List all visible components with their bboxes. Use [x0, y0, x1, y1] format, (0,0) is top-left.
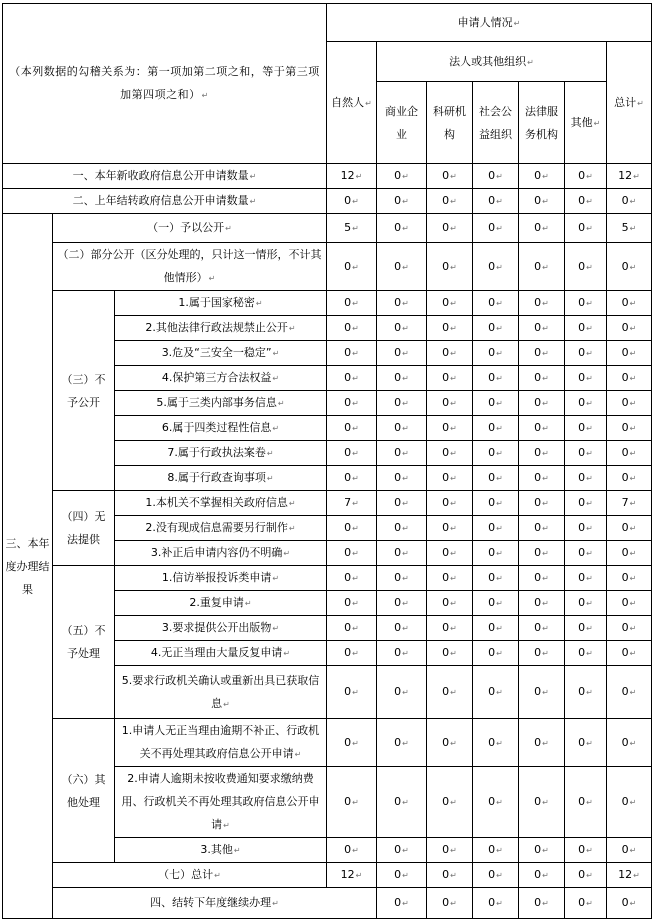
cell: 0↵ [607, 566, 652, 591]
row-label: 5.要求行政机关确认或重新出具已获取信息↵ [115, 666, 327, 719]
cell: 0↵ [327, 666, 377, 719]
cell: 0↵ [519, 863, 565, 888]
cell: 12↵ [607, 863, 652, 888]
cell: 0↵ [427, 391, 473, 416]
cell: 12↵ [327, 164, 377, 189]
cell: 0↵ [607, 666, 652, 719]
natural-person-header: 自然人↵ [327, 42, 377, 164]
cell: 0↵ [519, 491, 565, 516]
cell: 0↵ [519, 719, 565, 767]
cell: 0↵ [607, 189, 652, 214]
cell: 7↵ [327, 491, 377, 516]
cell: 0↵ [327, 541, 377, 566]
row-label: 6.属于四类过程性信息↵ [115, 416, 327, 441]
cell: 0↵ [427, 366, 473, 391]
cell: 0↵ [473, 189, 519, 214]
cell: 0↵ [427, 291, 473, 316]
cell: 0↵ [427, 466, 473, 491]
cell: 0↵ [473, 838, 519, 863]
row-label: 一、本年新收政府信息公开申请数量↵ [3, 164, 327, 189]
cell: 0↵ [427, 863, 473, 888]
cell: 0↵ [519, 541, 565, 566]
info-disclosure-table [2, 3, 652, 919]
row-label: 3.危及“三安全一稳定”↵ [115, 341, 327, 366]
cell: 0↵ [565, 541, 607, 566]
cell: 0↵ [565, 767, 607, 838]
cell: 0↵ [473, 466, 519, 491]
cell: 0↵ [519, 189, 565, 214]
cell: 0↵ [473, 441, 519, 466]
cell: 0↵ [565, 214, 607, 243]
cell: 0↵ [427, 189, 473, 214]
cell: 0↵ [565, 591, 607, 616]
cell: 0↵ [327, 243, 377, 291]
cell: 0↵ [565, 243, 607, 291]
cell: 0↵ [473, 641, 519, 666]
cell: 0↵ [473, 566, 519, 591]
cell: 0↵ [377, 441, 427, 466]
cell: 0↵ [565, 316, 607, 341]
cell: 0↵ [427, 541, 473, 566]
cell: 0↵ [519, 566, 565, 591]
cell: 0↵ [607, 341, 652, 366]
cell: 0↵ [377, 666, 427, 719]
cell: 0↵ [519, 888, 565, 919]
cell: 0↵ [427, 214, 473, 243]
cell: 0↵ [327, 391, 377, 416]
cell: 0↵ [565, 719, 607, 767]
applicant-situation-header: 申请人情况↵ [327, 4, 652, 42]
cell: 0↵ [377, 466, 427, 491]
cell: 0↵ [565, 863, 607, 888]
cell: 5↵ [327, 214, 377, 243]
cell: 0↵ [565, 491, 607, 516]
cell: 0↵ [473, 767, 519, 838]
cell: 0↵ [427, 243, 473, 291]
cell: 0↵ [427, 164, 473, 189]
cell: 0↵ [377, 541, 427, 566]
cell: 0↵ [327, 641, 377, 666]
cell: 0↵ [427, 888, 473, 919]
cell: 0↵ [473, 719, 519, 767]
cell: 0↵ [607, 316, 652, 341]
cell: 0↵ [473, 516, 519, 541]
cell: 0↵ [565, 441, 607, 466]
legal-or-other-header: 法人或其他组织↵ [377, 42, 607, 82]
group-4-label: （四）无法提供 [53, 491, 115, 566]
research-header: 科研机构 [427, 82, 473, 164]
cell: 0↵ [473, 316, 519, 341]
cell: 0↵ [427, 666, 473, 719]
row-label: 1.申请人无正当理由逾期不补正、行政机关不再处理其政府信息公开申请↵ [115, 719, 327, 767]
cell: 12↵ [327, 863, 377, 888]
cell: 0↵ [565, 366, 607, 391]
cell: 0↵ [607, 366, 652, 391]
cell: 0↵ [327, 616, 377, 641]
cell: 0↵ [565, 641, 607, 666]
cell: 0↵ [427, 341, 473, 366]
cell: 0↵ [565, 666, 607, 719]
cell: 0↵ [377, 838, 427, 863]
row-label: 5.属于三类内部事务信息↵ [115, 391, 327, 416]
cell: 0↵ [427, 416, 473, 441]
cell: 0↵ [607, 838, 652, 863]
cell: 0↵ [519, 214, 565, 243]
cell: 0↵ [377, 566, 427, 591]
row-label: 1.属于国家秘密↵ [115, 291, 327, 316]
cell: 0↵ [327, 767, 377, 838]
cell: 0↵ [519, 291, 565, 316]
cell: 0↵ [327, 291, 377, 316]
note-cell: （本列数据的勾稽关系为：第一项加第二项之和，等于第三项加第四项之和）↵ [3, 4, 327, 164]
group-3-label: （三）不予公开 [53, 291, 115, 491]
cell: 0↵ [607, 466, 652, 491]
cell: 0↵ [473, 341, 519, 366]
cell: 0↵ [473, 416, 519, 441]
row-label: 2.申请人逾期未按收费通知要求缴纳费用、行政机关不再处理其政府信息公开申请↵ [115, 767, 327, 838]
cell: 0↵ [327, 316, 377, 341]
cell: 0↵ [427, 316, 473, 341]
cell: 0↵ [327, 341, 377, 366]
cell: 0↵ [377, 641, 427, 666]
cell: 0↵ [427, 616, 473, 641]
cell: 0↵ [427, 516, 473, 541]
row-label: 二、上年结转政府信息公开申请数量↵ [3, 189, 327, 214]
cell: 0↵ [377, 416, 427, 441]
cell: 0↵ [377, 316, 427, 341]
row-label: 3.要求提供公开出版物↵ [115, 616, 327, 641]
cell: 0↵ [377, 243, 427, 291]
cell: 0↵ [377, 516, 427, 541]
cell: 0↵ [427, 767, 473, 838]
cell: 0↵ [377, 164, 427, 189]
cell: 0↵ [519, 366, 565, 391]
cell: 0↵ [607, 416, 652, 441]
cell: 0↵ [327, 838, 377, 863]
cell: 0↵ [473, 214, 519, 243]
cell: 0↵ [607, 291, 652, 316]
cell: 0↵ [377, 863, 427, 888]
cell: 0↵ [427, 719, 473, 767]
cell: 0↵ [377, 189, 427, 214]
cell: 0↵ [607, 441, 652, 466]
cell: 0↵ [607, 243, 652, 291]
cell: 0↵ [427, 566, 473, 591]
cell: 0↵ [565, 164, 607, 189]
cell: 0↵ [519, 316, 565, 341]
cell: 7↵ [607, 491, 652, 516]
cell: 0↵ [327, 591, 377, 616]
other-header: 其他↵ [565, 82, 607, 164]
cell: 0↵ [377, 214, 427, 243]
cell: 0↵ [327, 189, 377, 214]
row-label: 4.无正当理由大量反复申请↵ [115, 641, 327, 666]
cell: 0↵ [427, 591, 473, 616]
cell: 0↵ [565, 341, 607, 366]
row-label: （一）予以公开↵ [53, 214, 327, 243]
cell: 0↵ [607, 516, 652, 541]
cell: 0↵ [327, 416, 377, 441]
row-label: 2.重复申请↵ [115, 591, 327, 616]
row-label: 2.其他法律行政法规禁止公开↵ [115, 316, 327, 341]
cell: 0↵ [519, 341, 565, 366]
cell: 0↵ [565, 888, 607, 919]
cell: 0↵ [377, 767, 427, 838]
row-label: 4.保护第三方合法权益↵ [115, 366, 327, 391]
row-label: （七）总计↵ [53, 863, 327, 888]
cell: 0↵ [565, 616, 607, 641]
cell: 12↵ [607, 164, 652, 189]
cell: 0↵ [473, 291, 519, 316]
cell: 0↵ [473, 491, 519, 516]
cell: 0↵ [427, 838, 473, 863]
cell: 0↵ [473, 243, 519, 291]
cell: 0↵ [473, 616, 519, 641]
section-3-label: 三、本年度办理结果 [3, 214, 53, 919]
cell: 0↵ [327, 441, 377, 466]
group-6-label: （六）其他处理 [53, 719, 115, 863]
cell: 0↵ [565, 466, 607, 491]
cell: 5↵ [607, 214, 652, 243]
cell: 0↵ [473, 666, 519, 719]
cell: 0↵ [473, 164, 519, 189]
cell: 0↵ [519, 466, 565, 491]
cell: 0↵ [427, 491, 473, 516]
cell: 0↵ [427, 641, 473, 666]
cell: 0↵ [607, 591, 652, 616]
cell: 0↵ [473, 366, 519, 391]
cell: 0↵ [607, 641, 652, 666]
cell: 0↵ [565, 416, 607, 441]
row-label: 四、结转下年度继续办理↵ [53, 888, 377, 919]
row-label: 3.补正后申请内容仍不明确↵ [115, 541, 327, 566]
cell: 0↵ [473, 591, 519, 616]
row-label: 3.其他↵ [115, 838, 327, 863]
cell: 0↵ [519, 164, 565, 189]
cell: 0↵ [565, 566, 607, 591]
cell: 0↵ [607, 719, 652, 767]
row-label: 7.属于行政执法案卷↵ [115, 441, 327, 466]
legal-service-header: 法律服务机构 [519, 82, 565, 164]
cell: 0↵ [607, 541, 652, 566]
cell: 0↵ [327, 366, 377, 391]
cell: 0↵ [607, 391, 652, 416]
cell: 0↵ [327, 719, 377, 767]
social-welfare-header: 社会公益组织 [473, 82, 519, 164]
group-5-label: （五）不予处理 [53, 566, 115, 719]
cell: 0↵ [327, 516, 377, 541]
cell: 0↵ [473, 863, 519, 888]
cell: 0↵ [377, 291, 427, 316]
cell: 0↵ [519, 441, 565, 466]
cell: 0↵ [607, 888, 652, 919]
cell: 0↵ [377, 719, 427, 767]
cell: 0↵ [607, 616, 652, 641]
cell: 0↵ [377, 591, 427, 616]
cell: 0↵ [565, 189, 607, 214]
row-label: 8.属于行政查询事项↵ [115, 466, 327, 491]
cell: 0↵ [519, 391, 565, 416]
cell: 0↵ [565, 516, 607, 541]
total-header: 总计↵ [607, 42, 652, 164]
cell: 0↵ [519, 767, 565, 838]
cell: 0↵ [473, 391, 519, 416]
row-label: 2.没有现成信息需要另行制作↵ [115, 516, 327, 541]
row-label: （二）部分公开（区分处理的，只计这一情形，不计其他情形）↵ [53, 243, 327, 291]
cell: 0↵ [377, 491, 427, 516]
cell: 0↵ [377, 888, 427, 919]
cell: 0↵ [565, 391, 607, 416]
cell: 0↵ [377, 341, 427, 366]
cell: 0↵ [519, 666, 565, 719]
cell: 0↵ [519, 591, 565, 616]
cell: 0↵ [519, 616, 565, 641]
cell: 0↵ [377, 366, 427, 391]
cell: 0↵ [327, 466, 377, 491]
cell: 0↵ [377, 391, 427, 416]
cell: 0↵ [519, 243, 565, 291]
cell: 0↵ [473, 888, 519, 919]
cell: 0↵ [327, 566, 377, 591]
cell: 0↵ [607, 767, 652, 838]
cell: 0↵ [565, 838, 607, 863]
commercial-header: 商业企业 [377, 82, 427, 164]
cell: 0↵ [473, 541, 519, 566]
cell: 0↵ [519, 641, 565, 666]
row-label: 1.本机关不掌握相关政府信息↵ [115, 491, 327, 516]
row-label: 1.信访举报投诉类申请↵ [115, 566, 327, 591]
cell: 0↵ [377, 616, 427, 641]
cell: 0↵ [519, 516, 565, 541]
cell: 0↵ [519, 416, 565, 441]
cell: 0↵ [519, 838, 565, 863]
cell: 0↵ [565, 291, 607, 316]
cell: 0↵ [427, 441, 473, 466]
